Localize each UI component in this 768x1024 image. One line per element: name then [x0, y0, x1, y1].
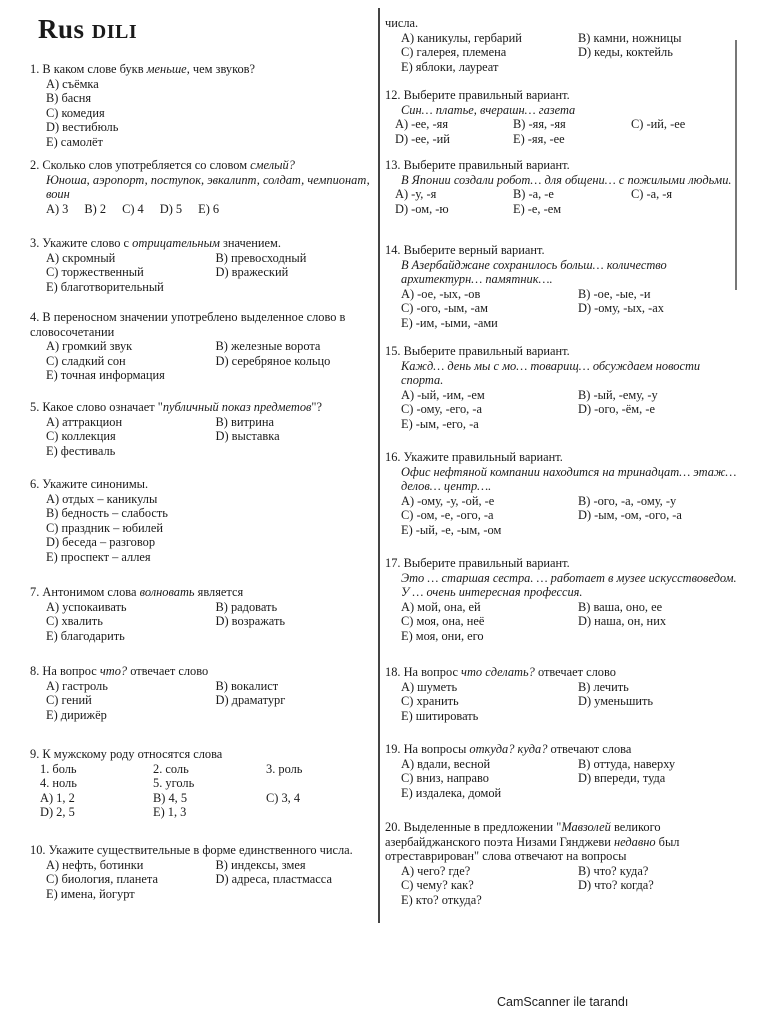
- answer-option: С) чему? как?: [401, 878, 474, 893]
- question-text: [385, 243, 745, 258]
- answer-option: В) витрина: [215, 414, 274, 429]
- answer-option: А) чего? где?: [401, 863, 471, 878]
- question-number: 17.: [385, 556, 401, 570]
- answer-option: Е) -ый, -е, -ым, -ом: [401, 522, 502, 537]
- question-text: [30, 158, 375, 173]
- question: [385, 820, 745, 908]
- options-grid: [401, 388, 745, 417]
- answer-option: [266, 805, 375, 820]
- answer-option: Е) фестиваль: [46, 443, 116, 458]
- answer-option: D) кеды, коктейль: [578, 45, 673, 60]
- answer-option: А) съёмка: [46, 76, 99, 91]
- question-prompt: Выберите правильный вариант.: [403, 556, 570, 570]
- answer-option: В) -ый, -ему, -у: [578, 387, 658, 402]
- question: [30, 158, 375, 216]
- answer-option: А) 3: [46, 201, 69, 216]
- question: [30, 585, 375, 643]
- question: [385, 88, 745, 146]
- options-grid: [401, 600, 745, 629]
- answer-option: Е) точная информация: [46, 368, 165, 383]
- answer-option: В) -а, -е: [513, 187, 554, 202]
- question-text: [385, 16, 745, 31]
- question: [30, 310, 375, 383]
- question: [385, 158, 745, 216]
- answer-option: Е) -им, -ыми, -ами: [401, 315, 498, 330]
- question-prompt-part: На вопрос: [42, 664, 100, 678]
- answer-option: D) наша, он, них: [578, 614, 667, 629]
- word-item: 5. уголь: [153, 776, 195, 791]
- words-grid: [40, 762, 375, 791]
- answer-option: Е) яблоки, лауреат: [401, 59, 499, 74]
- answer-option: В) 4, 5: [153, 790, 188, 805]
- question-text: [30, 62, 375, 77]
- answer-option: С) -ому, -его, -а: [401, 402, 482, 417]
- answer-option: С) комедия: [46, 105, 105, 120]
- answer-option: А) вдали, весной: [401, 756, 491, 771]
- emphasized-word: смелый?: [250, 158, 295, 172]
- answer-option: D) адреса, пластмасса: [215, 872, 332, 887]
- question-prompt: Выберите правильный вариант.: [403, 344, 570, 358]
- answer-option: D) -ее, -ий: [395, 131, 450, 146]
- question-number: 8.: [30, 664, 40, 678]
- options-grid: [401, 31, 745, 60]
- answer-option: С) -а, -я: [631, 187, 673, 202]
- answer-option: В) -яя, -яя: [513, 117, 566, 132]
- question-text: [385, 344, 745, 359]
- answer-option: С) галерея, племена: [401, 45, 507, 60]
- question-prompt: К мужскому роду относятся слова: [42, 747, 223, 761]
- answer-option: С) 3, 4: [266, 790, 301, 805]
- question-prompt-part: отвечают слова: [547, 742, 632, 756]
- question-number: 20.: [385, 820, 401, 834]
- options-grid: [395, 117, 745, 146]
- answer-option: С) вниз, направо: [401, 771, 489, 786]
- options-grid: [46, 679, 375, 708]
- column-divider: [378, 8, 380, 923]
- answer-option: Е) -яя, -ее: [513, 131, 565, 146]
- question-prompt-part: На вопрос: [403, 665, 462, 679]
- answer-option: С) биология, планета: [46, 872, 158, 887]
- answer-option: С) сладкий сон: [46, 353, 126, 368]
- answer-option: А) -ее, -яя: [395, 117, 449, 132]
- options-grid: [46, 251, 375, 280]
- answer-option: С) гений: [46, 693, 92, 708]
- question-text: [30, 664, 375, 679]
- question-number: 16.: [385, 450, 401, 464]
- example-sentence: В Японии создали робот… для общени… с пожилыми людьми.: [401, 172, 732, 187]
- question-number: 9.: [30, 747, 40, 761]
- answer-option: В) радовать: [215, 599, 278, 614]
- question: [30, 747, 375, 820]
- question-number: 5.: [30, 400, 40, 414]
- question-number: 13.: [385, 158, 401, 172]
- options-grid: [46, 600, 375, 629]
- question: [385, 665, 745, 723]
- answer-option: D) возражать: [215, 614, 286, 629]
- answer-option: Е) кто? откуда?: [401, 892, 482, 907]
- answer-option: Е) моя, они, его: [401, 628, 484, 643]
- question-prompt-part: значением.: [219, 236, 281, 250]
- answer-option: А) шуметь: [401, 679, 458, 694]
- answer-option: Е) -ым, -его, -а: [401, 416, 479, 431]
- answer-option: D) 5: [159, 201, 183, 216]
- question: [30, 843, 375, 901]
- example-sentence: Офис нефтяной компании находится на тринадцат… этаж… делов… центр….: [401, 464, 737, 494]
- emphasized-word: что сделать?: [461, 665, 535, 679]
- options-grid: [46, 858, 375, 887]
- answer-option: С) торжественный: [46, 265, 144, 280]
- question-prompt: Выберите верный вариант.: [403, 243, 545, 257]
- answer-option: А) -ый, -им, -ем: [401, 387, 485, 402]
- question-prompt-part: На вопросы: [403, 742, 470, 756]
- answer-option: Е) шитировать: [401, 708, 479, 723]
- question-prompt: числа.: [385, 16, 419, 30]
- question-number: 7.: [30, 585, 40, 599]
- question-text: [385, 88, 745, 103]
- question-text: [385, 450, 745, 465]
- question-prompt-part: Какое слово означает ": [42, 400, 163, 414]
- example-sentence: Юноша, аэропорт, поступок, эвкалипт, солдат, чемпионат, воин: [46, 172, 370, 202]
- answer-option: А) гастроль: [46, 678, 108, 693]
- question-text: [30, 585, 375, 600]
- answer-option: D) что? когда?: [578, 878, 654, 893]
- question: [30, 236, 375, 294]
- question-prompt-part: В каком слове букв: [42, 62, 147, 76]
- answer-option: А) -ому, -у, -ой, -е: [401, 493, 495, 508]
- answer-option: В) -ого, -а, -ому, -у: [578, 493, 677, 508]
- answer-option: С) коллекция: [46, 429, 116, 444]
- answer-option: Е) -е, -ем: [513, 201, 562, 216]
- emphasized-word: меньше: [146, 62, 187, 76]
- question-prompt-part: отвечает слово: [534, 665, 616, 679]
- question-prompt-part: Укажите слово с: [42, 236, 133, 250]
- answer-option: [631, 132, 745, 147]
- answer-option: В) камни, ножницы: [578, 30, 682, 45]
- answer-option: А) отдых – каникулы: [46, 491, 158, 506]
- answer-option: С) хвалить: [46, 614, 103, 629]
- question-text: [30, 477, 375, 492]
- answer-option: D) вестибюль: [46, 120, 119, 135]
- question-prompt: Выберите правильный вариант.: [403, 158, 570, 172]
- word-item: 1. боль: [40, 761, 77, 776]
- answer-option: В) бедность – слабость: [46, 506, 168, 521]
- answer-option: А) -ое, -ых, -ов: [401, 286, 481, 301]
- question-prompt-part: Выделенные в предложении ": [403, 820, 562, 834]
- answer-option: А) нефть, ботинки: [46, 857, 144, 872]
- answer-option: В) 2: [84, 201, 107, 216]
- word-item: 4. ноль: [40, 776, 77, 791]
- answer-option: Е) имена, йогурт: [46, 886, 135, 901]
- emphasized-word: откуда? куда?: [469, 742, 548, 756]
- answer-option: В) железные ворота: [215, 339, 321, 354]
- question-text: [385, 158, 745, 173]
- answer-option: А) успокаивать: [46, 599, 127, 614]
- question-number: 12.: [385, 88, 401, 102]
- answer-option: С) -ого, -ым, -ам: [401, 301, 488, 316]
- emphasized-word: недавно: [614, 834, 656, 849]
- question: [385, 344, 745, 432]
- question: [30, 62, 375, 150]
- word-item: [266, 776, 375, 791]
- answer-option: С) хранить: [401, 694, 459, 709]
- question-prompt-part: отвечает слово: [127, 664, 209, 678]
- options-grid: [401, 757, 745, 786]
- emphasized-word: Мавзолей: [561, 820, 611, 834]
- question-prompt-part: Сколько слов употребляется со словом: [42, 158, 251, 172]
- example-sentence: Это … старшая сестра. … работает в музее искусствоведом. У … очень интересная профессия.: [401, 570, 737, 600]
- question: [30, 477, 375, 565]
- example-sentence: Кажд… день мы с мо… товарищ… обсуждаем новости спорта.: [401, 358, 701, 388]
- answer-option: Е) благодарить: [46, 628, 125, 643]
- answers-grid: [40, 791, 375, 820]
- question: [385, 742, 745, 800]
- answer-option: С) -ий, -ее: [631, 117, 686, 132]
- answer-option: В) индексы, змея: [215, 857, 306, 872]
- question: [385, 243, 745, 331]
- answer-option: С) праздник – юбилей: [46, 520, 163, 535]
- answer-option: Е) 1, 3: [153, 805, 187, 820]
- answer-option: D) 2, 5: [40, 805, 75, 820]
- question-prompt-part: является: [194, 585, 244, 599]
- options-grid: [401, 287, 745, 316]
- answer-option: В) вокалист: [215, 678, 279, 693]
- question: [30, 400, 375, 458]
- emphasized-word: отрицательным: [132, 236, 220, 250]
- options-row: [46, 202, 375, 217]
- answer-option: С) 4: [122, 201, 144, 216]
- question: [385, 556, 745, 644]
- example-sentence: В Азербайджане сохранилось больш… количество архитектурн… памятник….: [401, 257, 667, 287]
- word-item: 3. роль: [266, 761, 303, 776]
- answer-option: D) серебряное кольцо: [215, 353, 331, 368]
- question: [30, 664, 375, 722]
- options-list: [46, 77, 375, 150]
- question-text: [30, 310, 375, 339]
- question-number: 2.: [30, 158, 40, 172]
- question: [385, 16, 745, 74]
- answer-option: В) что? куда?: [578, 863, 649, 878]
- word-item: 2. соль: [153, 761, 189, 776]
- question-number: 10.: [30, 843, 46, 857]
- answer-option: В) лечить: [578, 679, 629, 694]
- emphasized-word: публичный показ предметов: [162, 400, 312, 414]
- question-prompt: Выберите правильный вариант.: [403, 88, 570, 102]
- question-prompt: В переносном значении употреблено выделенное слово в словосочетании: [30, 310, 346, 339]
- question-prompt-part: Антонимом слова: [42, 585, 140, 599]
- answer-option: А) аттракцион: [46, 414, 123, 429]
- answer-option: D) -ом, -ю: [395, 201, 449, 216]
- answer-option: D) уменьшить: [578, 694, 654, 709]
- example-sentence: Син… платье, вчерашн… газета: [401, 102, 576, 117]
- answer-option: А) -у, -я: [395, 187, 437, 202]
- page-title: Rus DILI: [38, 14, 138, 44]
- answer-option: D) вражеский: [215, 265, 289, 280]
- scanner-watermark: CamScanner ile tarandı: [497, 995, 629, 1009]
- question-prompt: Укажите правильный вариант.: [403, 450, 563, 464]
- answer-option: D) беседа – разговор: [46, 535, 156, 550]
- question-text: [30, 236, 375, 251]
- options-grid: [46, 415, 375, 444]
- answer-option: D) впереди, туда: [578, 771, 666, 786]
- options-grid: [46, 339, 375, 368]
- options-list: [46, 492, 375, 565]
- emphasized-word: волновать: [139, 585, 195, 599]
- answer-option: С) -ом, -е, -ого, -а: [401, 508, 494, 523]
- answer-option: Е) 6: [198, 201, 220, 216]
- question-text: [385, 820, 745, 864]
- answer-option: D) -ым, -ом, -ого, -а: [578, 508, 682, 523]
- answer-option: А) 1, 2: [40, 790, 75, 805]
- question-number: 4.: [30, 310, 40, 324]
- question-prompt-part: великого азербайджанского поэта Низами Гянджеви: [385, 820, 661, 849]
- options-grid: [401, 494, 745, 523]
- answer-option: В) оттуда, наверху: [578, 756, 676, 771]
- question-text: [30, 400, 375, 415]
- question-number: 18.: [385, 665, 401, 679]
- answer-option: [631, 202, 745, 217]
- question-text: [385, 665, 745, 680]
- question-text: [385, 556, 745, 571]
- answer-option: D) -ому, -ых, -ах: [578, 301, 664, 316]
- question-number: 14.: [385, 243, 401, 257]
- question-prompt: Укажите синонимы.: [42, 477, 149, 491]
- answer-option: А) громкий звук: [46, 339, 133, 354]
- answer-option: Е) благотворительный: [46, 279, 164, 294]
- question-number: 3.: [30, 236, 40, 250]
- options-grid: [401, 864, 745, 893]
- answer-option: D) выставка: [215, 429, 280, 444]
- question-number: 6.: [30, 477, 40, 491]
- question-number: 19.: [385, 742, 401, 756]
- options-grid: [401, 680, 745, 709]
- question-prompt-part: "?: [311, 400, 322, 414]
- answer-option: Е) издалека, домой: [401, 785, 502, 800]
- question-text: [385, 742, 745, 757]
- question-prompt: Укажите существительные в форме единственного числа.: [48, 843, 353, 857]
- answer-option: В) -ое, -ые, -и: [578, 286, 651, 301]
- question-text: [30, 843, 375, 858]
- question: [385, 450, 745, 538]
- answer-option: Е) самолёт: [46, 134, 103, 149]
- question-prompt-part: был отреставрирован" слова отвечают на вопросы: [385, 834, 680, 864]
- answer-option: В) превосходный: [215, 250, 307, 265]
- options-grid: [395, 187, 745, 216]
- answer-option: С) моя, она, неё: [401, 614, 485, 629]
- emphasized-word: что?: [99, 664, 128, 678]
- answer-option: Е) дирижёр: [46, 707, 107, 722]
- answer-option: D) -ого, -ём, -е: [578, 402, 655, 417]
- answer-option: А) скромный: [46, 250, 116, 265]
- answer-option: А) мой, она, ей: [401, 599, 481, 614]
- question-text: [30, 747, 375, 762]
- answer-option: В) ваша, оно, ее: [578, 599, 663, 614]
- answer-option: А) каникулы, гербарий: [401, 30, 522, 45]
- answer-option: Е) проспект – аллея: [46, 549, 151, 564]
- question-number: 1.: [30, 62, 40, 76]
- answer-option: D) драматург: [215, 693, 286, 708]
- answer-option: В) басня: [46, 91, 92, 106]
- question-prompt-part: , чем звуков?: [186, 62, 256, 76]
- question-number: 15.: [385, 344, 401, 358]
